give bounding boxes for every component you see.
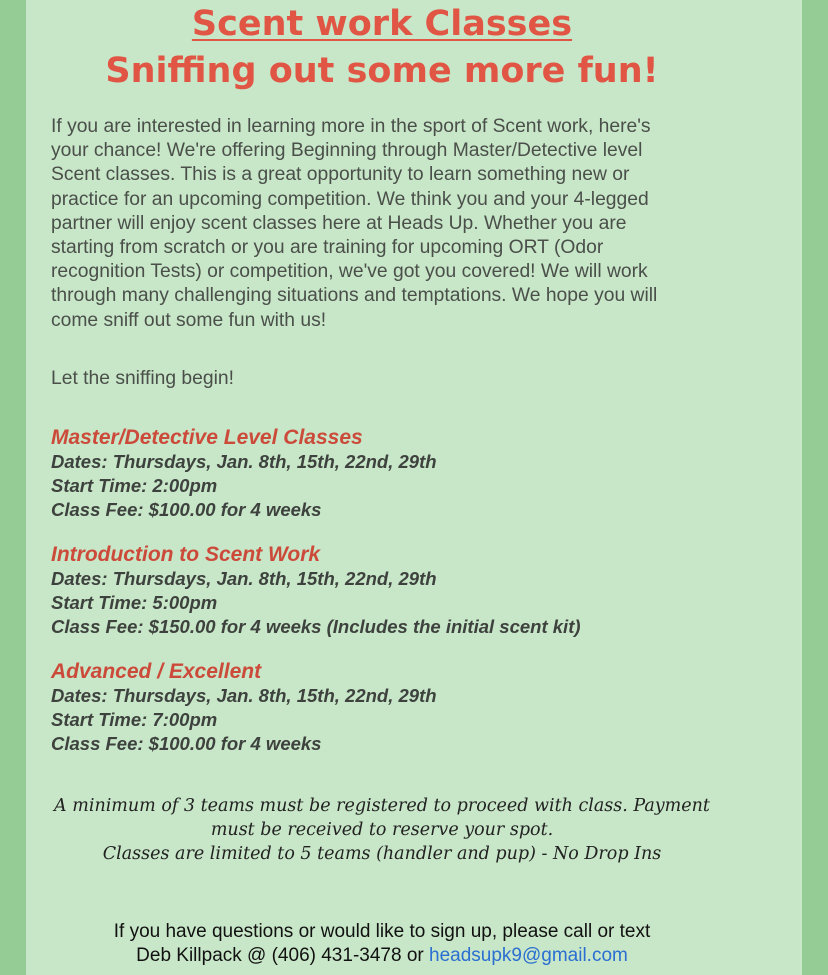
intro-line: partner will enjoy scent classes here at Heads Up. Whether you are [51,212,627,234]
intro-line: come sniff out some fun with us! [51,309,327,331]
contact-line: If you have questions or would like to sign up, please call or text [113,921,651,942]
class-block-advanced [51,660,437,756]
class-fee: Class Fee: $100.00 for 4 weeks [51,499,322,520]
notice-line: Classes are limited to 5 teams (handler and pup) - No Drop Ins [102,844,662,864]
notice-line: A minimum of 3 teams must be registered to proceed with class. Payment [54,796,710,816]
intro-line: recognition Tests) or competition, we've got you covered! We will work [51,261,648,283]
intro-closing: Let the sniffing begin! [51,368,234,389]
class-dates: Dates: Thursdays, Jan. 8th, 15th, 22nd, 29th [51,685,437,706]
contact-info [26,920,738,968]
registration-notice [26,794,738,866]
class-start-time: Start Time: 2:00pm [51,475,218,496]
intro-line: through many challenging situations and temptations. We hope you will [51,285,658,307]
page-title: Scent work Classes [191,4,573,44]
class-dates: Dates: Thursdays, Jan. 8th, 15th, 22nd, 29th [51,568,437,589]
class-fee: Class Fee: $100.00 for 4 weeks [51,733,322,754]
class-name: Master/Detective Level Classes [51,426,363,449]
class-block-master [51,426,437,522]
intro-line: practice for an upcoming competition. We think you and your 4-legged [51,188,649,210]
class-name: Advanced / Excellent [51,660,262,683]
intro-paragraph [51,115,691,333]
email-link[interactable]: headsupk9@gmail.com [429,945,628,966]
flyer-page [26,0,802,975]
contact-phone-line: Deb Killpack @ (406) 431-3478 or [136,945,424,966]
class-block-intro [51,543,581,639]
intro-line: If you are interested in learning more in the sport of Scent work, here's [51,116,651,137]
intro-line: your chance! We're offering Beginning through Master/Detective level [51,140,643,162]
intro-line: starting from scratch or you are training for upcoming ORT (Odor [51,237,604,259]
class-fee: Class Fee: $150.00 for 4 weeks (Includes the initial scent kit) [51,616,581,637]
class-name: Introduction to Scent Work [51,543,321,566]
class-dates: Dates: Thursdays, Jan. 8th, 15th, 22nd, 29th [51,451,437,472]
intro-line: Scent classes. This is a great opportunity to learn something new or [51,164,630,186]
page-subtitle: Sniffing out some more fun! [105,51,659,91]
class-start-time: Start Time: 7:00pm [51,709,218,730]
class-start-time: Start Time: 5:00pm [51,592,218,613]
notice-line: must be received to reserve your spot. [210,820,554,840]
